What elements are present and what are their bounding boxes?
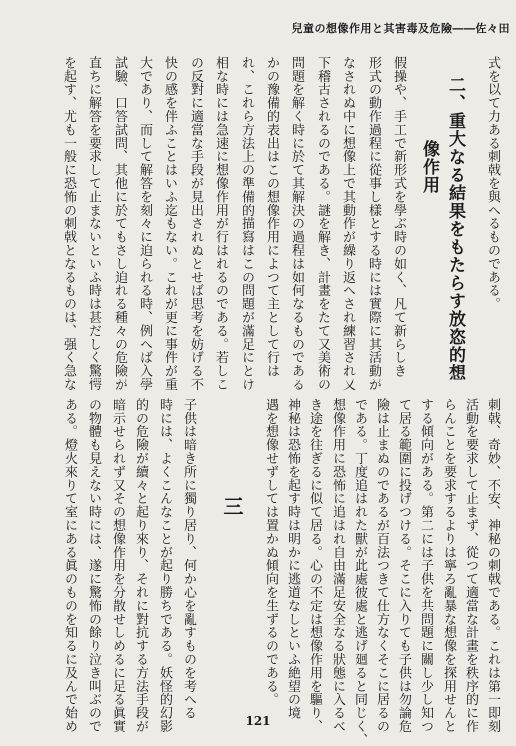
body-column: れ、これら方法上の準備的描寫はこの問題が滿足にとけ xyxy=(239,56,254,391)
page-number: 121 xyxy=(245,714,271,728)
body-column: き途を往ぎるに似て居る。心の不定は想像作用を驅り、 xyxy=(307,398,322,733)
body-column: 險は止まぬのであるが百法つきて仕方なくそこに居るの xyxy=(374,398,389,733)
body-column: 快の感を伴ふことはいふ迄もない。これが更に事件が重 xyxy=(162,56,177,391)
body-column: 直ちに解答を要求して止まないといふ時は甚だしく驚愕 xyxy=(86,56,101,391)
body-column: 大であり、而して解答を刻々に迫られる時、例へば入學 xyxy=(137,56,152,391)
body-column: を起す、尤も一般に恐怖の刺戟となるものは、强く急な xyxy=(61,56,76,391)
section-heading-number: 二、 xyxy=(445,76,465,112)
body-column: 暗示せられず又その想像作用を分散せしめるに足る眞實 xyxy=(110,398,125,733)
body-column: らんことを要求するよりは寧ろ亂暴な想像を探用せんと xyxy=(441,398,456,733)
body-column: 神秘は恐怖を起す時は明かに逃道なしといふ絶望の境 xyxy=(285,398,300,720)
body-column: て居る範圍に投げつける。そこに入りても子供は勿論危 xyxy=(396,398,411,733)
body-column: 想像作用に恐怖に追はれ自由滿足安全なる狀態に入るべ xyxy=(330,398,345,733)
body-column: 的の危險が續々と起り來り、それに對抗する方法手段が xyxy=(133,398,148,733)
body-column: の物體も見えない時には、遂に驚怖の餘り泣き叫ぶので xyxy=(86,398,101,733)
body-column: ある。燈火來りて室にある眞のものを知るに及んで始め xyxy=(62,398,77,733)
body-column: する傾向がある。第二には子供を共問題に關し少し知つ xyxy=(418,398,433,733)
body-column: 刺戟、奇妙、不安、神秘の刺戟である。これは第一即刻 xyxy=(485,398,500,733)
body-column: である。丁度追はれた獸が此處彼處と逃げ廻ると同じく、 xyxy=(352,398,367,746)
body-column: 遇を想像せずしては置かぬ傾向を生ずるのである。 xyxy=(263,398,278,707)
body-column: 問題を解く時に於て其解決の過程は如何なるものである xyxy=(289,56,304,391)
body-column: 假操や、手工で新形式を學ぶ時の如く、凡て新らしき xyxy=(391,56,406,378)
section-heading-continued: 像作用 xyxy=(419,140,439,194)
body-column: 活動を要求して止まず、從つて適當な計畫を秩序的に作 xyxy=(463,398,478,733)
body-column: かの豫備的表出はこの想像作用によつて主として行は xyxy=(264,56,279,378)
body-column: の反對に適當な手段が見出されぬとせば思考を妨げる不 xyxy=(188,56,203,391)
section-mark: 三 xyxy=(220,496,244,517)
body-column: 試驗、口答試問、其他に於てもさし迫れる種々の危險が xyxy=(112,56,127,391)
body-column: 式を以て力ある刺戟を與へるものである。 xyxy=(485,56,500,311)
body-column: なされぬ中に想像上で其動作が繰り返へされ練習され又 xyxy=(340,56,355,391)
running-header: 兒童の想像作用と其害毒及危險――佐々田 xyxy=(291,22,510,35)
body-column: 相な時には急速に想像作用が行はれるのである。若しこ xyxy=(213,56,228,391)
body-column: 子供は暗き所に獨り居り、何か心を亂すものを考へる xyxy=(181,398,196,720)
body-column: 時には、よくこんなことが起り勝ちである。妖怪的幻影 xyxy=(157,398,172,733)
body-column: 下稽古されるのである。謎を解き、計畫をたて又美術の xyxy=(315,56,330,391)
body-column: 形式の動作過程に從事し樣とする時には實際に其活動が xyxy=(366,56,381,391)
section-heading: 重大なる結果をもたらす放恣的想 xyxy=(445,112,465,382)
